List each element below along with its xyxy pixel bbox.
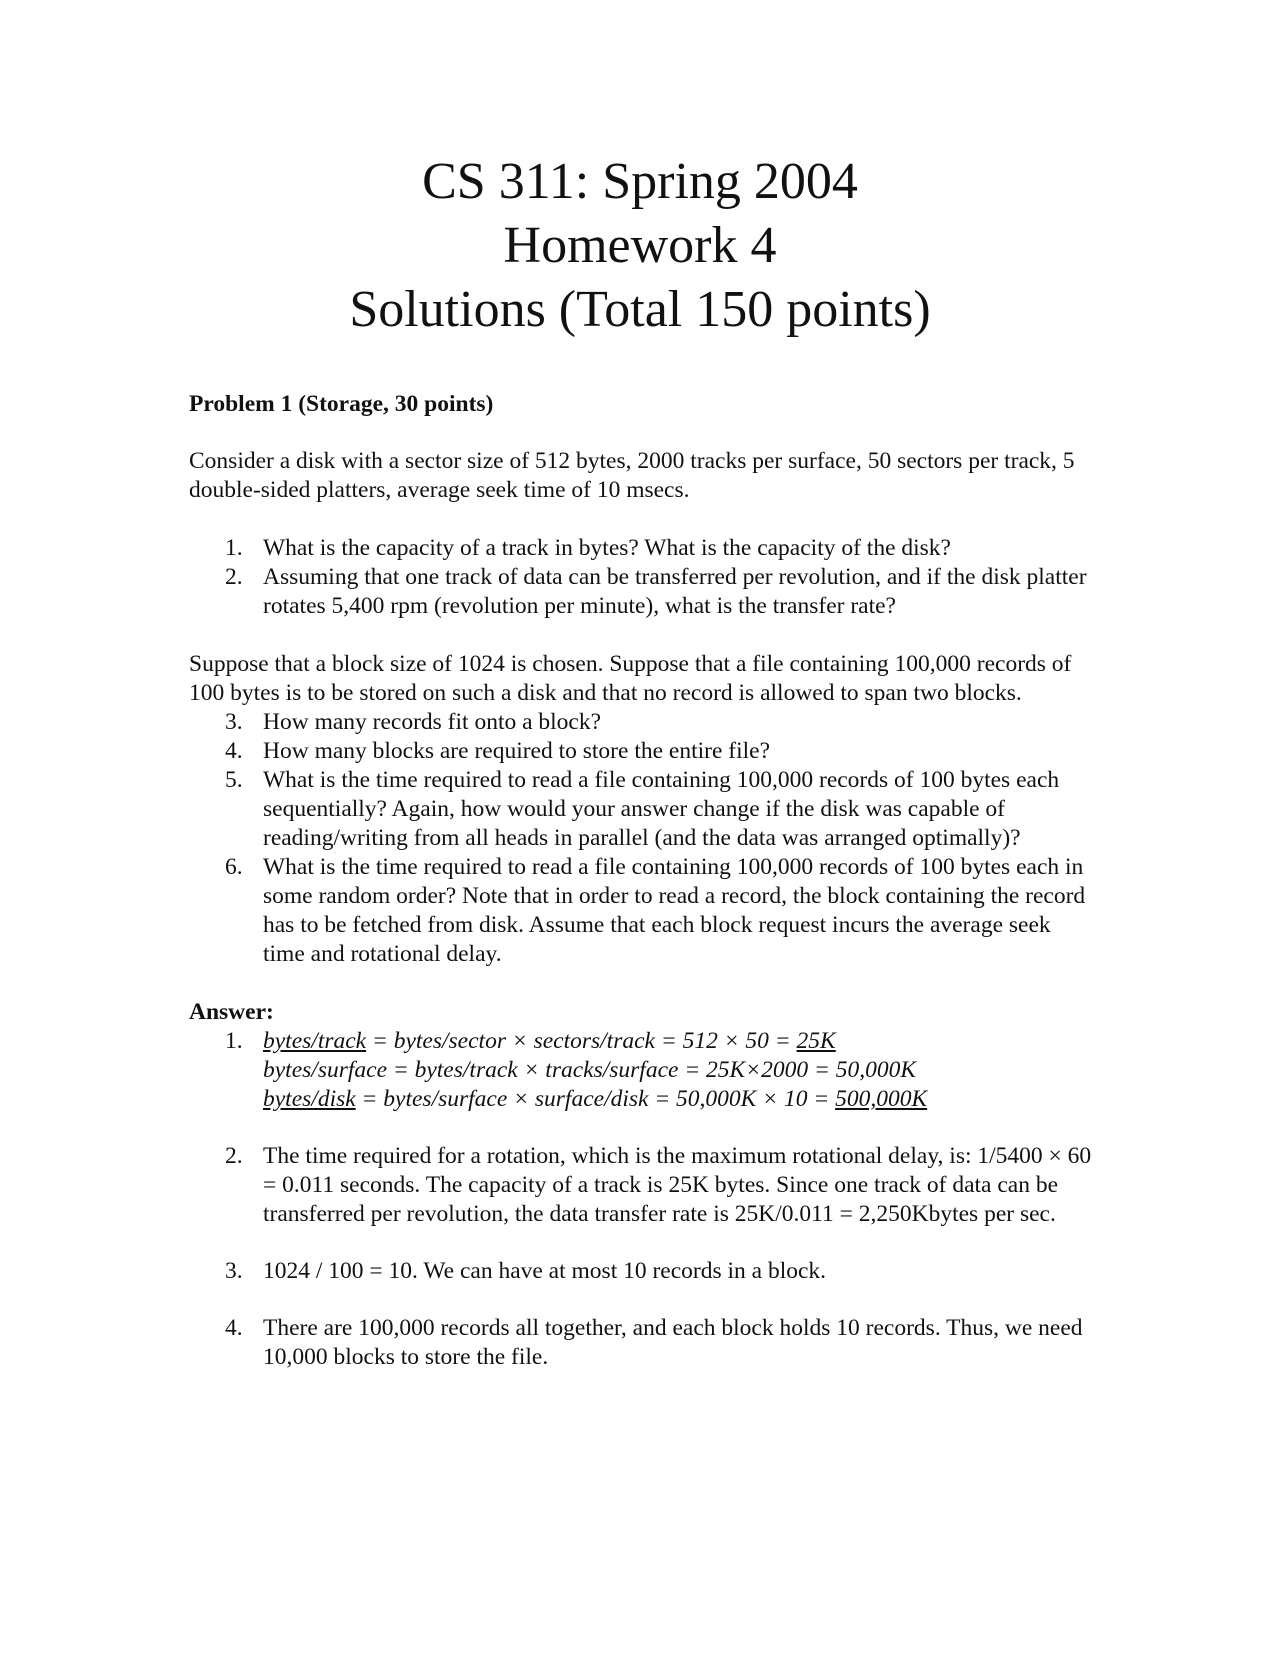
list-item: [189, 766, 1095, 853]
document-title: [0, 150, 1280, 342]
list-item: [189, 563, 1095, 621]
answer-4-text: There are 100,000 records all together, and each block holds 10 records. Thus, we need 10,000 blocks to store the file.: [263, 1315, 1083, 1370]
course-title: CS 311: Spring 2004: [422, 153, 858, 210]
answer-4: [189, 1314, 1095, 1372]
question-text: Assuming that one track of data can be transferred per revolution, and if the disk platter rotates 5,400 rpm (revolution per minute), what is the transfer rate?: [263, 564, 1087, 619]
list-number: 4.: [225, 738, 243, 764]
answer-2-text: The time required for a rotation, which is the maximum rotational delay, is: 1/5400 × 60 = 0.011 seconds. The capacity of a track is 25K bytes. Since one track of data can be transferred per revolution, the data transfer rate is 25K/0.011 = 2,250Kbytes per sec.: [263, 1143, 1092, 1227]
list-item: [189, 708, 1095, 737]
problem-intro: Consider a disk with a sector size of 512 bytes, 2000 tracks per surface, 50 sectors per track, 5 double-sided platters, average seek time of 10 msecs.: [189, 448, 1075, 503]
list-number: 1.: [225, 1028, 243, 1054]
question-list-b: [189, 708, 1095, 969]
list-item: [189, 737, 1095, 766]
answer-1: [189, 1027, 1095, 1114]
question-text: What is the time required to read a file containing 100,000 records of 100 bytes each in some random order? Note that in order to read a record, the block containing the record has to be fetched from disk. Assume that each block request incurs the average seek time and rotational delay.: [263, 854, 1086, 967]
question-text: What is the capacity of a track in bytes? What is the capacity of the disk?: [263, 535, 951, 561]
answer-3: [189, 1257, 1095, 1286]
homework-title: Homework 4: [503, 217, 777, 274]
question-list-a: [189, 534, 1095, 621]
list-number: 5.: [225, 767, 243, 793]
list-number: 2.: [225, 1143, 243, 1169]
list-number: 1.: [225, 535, 243, 561]
list-number: 4.: [225, 1315, 243, 1341]
list-number: 6.: [225, 854, 243, 880]
list-number: 3.: [225, 709, 243, 735]
question-text: How many records fit onto a block?: [263, 709, 602, 735]
list-number: 2.: [225, 564, 243, 590]
question-text: How many blocks are required to store the entire file?: [263, 738, 771, 764]
question-text: What is the time required to read a file containing 100,000 records of 100 bytes each sequentially? Again, how would your answer change if the disk was capable of reading/writing from all heads in parallel (and the data was arranged optimally)?: [263, 767, 1060, 851]
answer-1-line-1: bytes/track = bytes/sector × sectors/track = 512 × 50 = 25K: [263, 1028, 836, 1054]
answer-2: [189, 1142, 1095, 1229]
document-body: [189, 390, 1095, 1372]
answer-1-line-3: bytes/disk = bytes/surface × surface/disk = 50,000K × 10 = 500,000K: [263, 1086, 928, 1112]
answer-1-line-2: bytes/surface = bytes/track × tracks/surface = 25K×2000 = 50,000K: [263, 1057, 916, 1083]
answer-3-text: 1024 / 100 = 10. We can have at most 10 records in a block.: [263, 1258, 827, 1284]
list-item: [189, 534, 1095, 563]
problem-intro-2: Suppose that a block size of 1024 is chosen. Suppose that a file containing 100,000 records of 100 bytes is to be stored on such a disk and that no record is allowed to span two blocks.: [189, 651, 1072, 706]
list-item: [189, 853, 1095, 969]
solutions-title: Solutions (Total 150 points): [349, 281, 931, 338]
list-number: 3.: [225, 1258, 243, 1284]
problem-heading: Problem 1 (Storage, 30 points): [189, 391, 494, 417]
answer-heading: Answer:: [189, 999, 274, 1025]
